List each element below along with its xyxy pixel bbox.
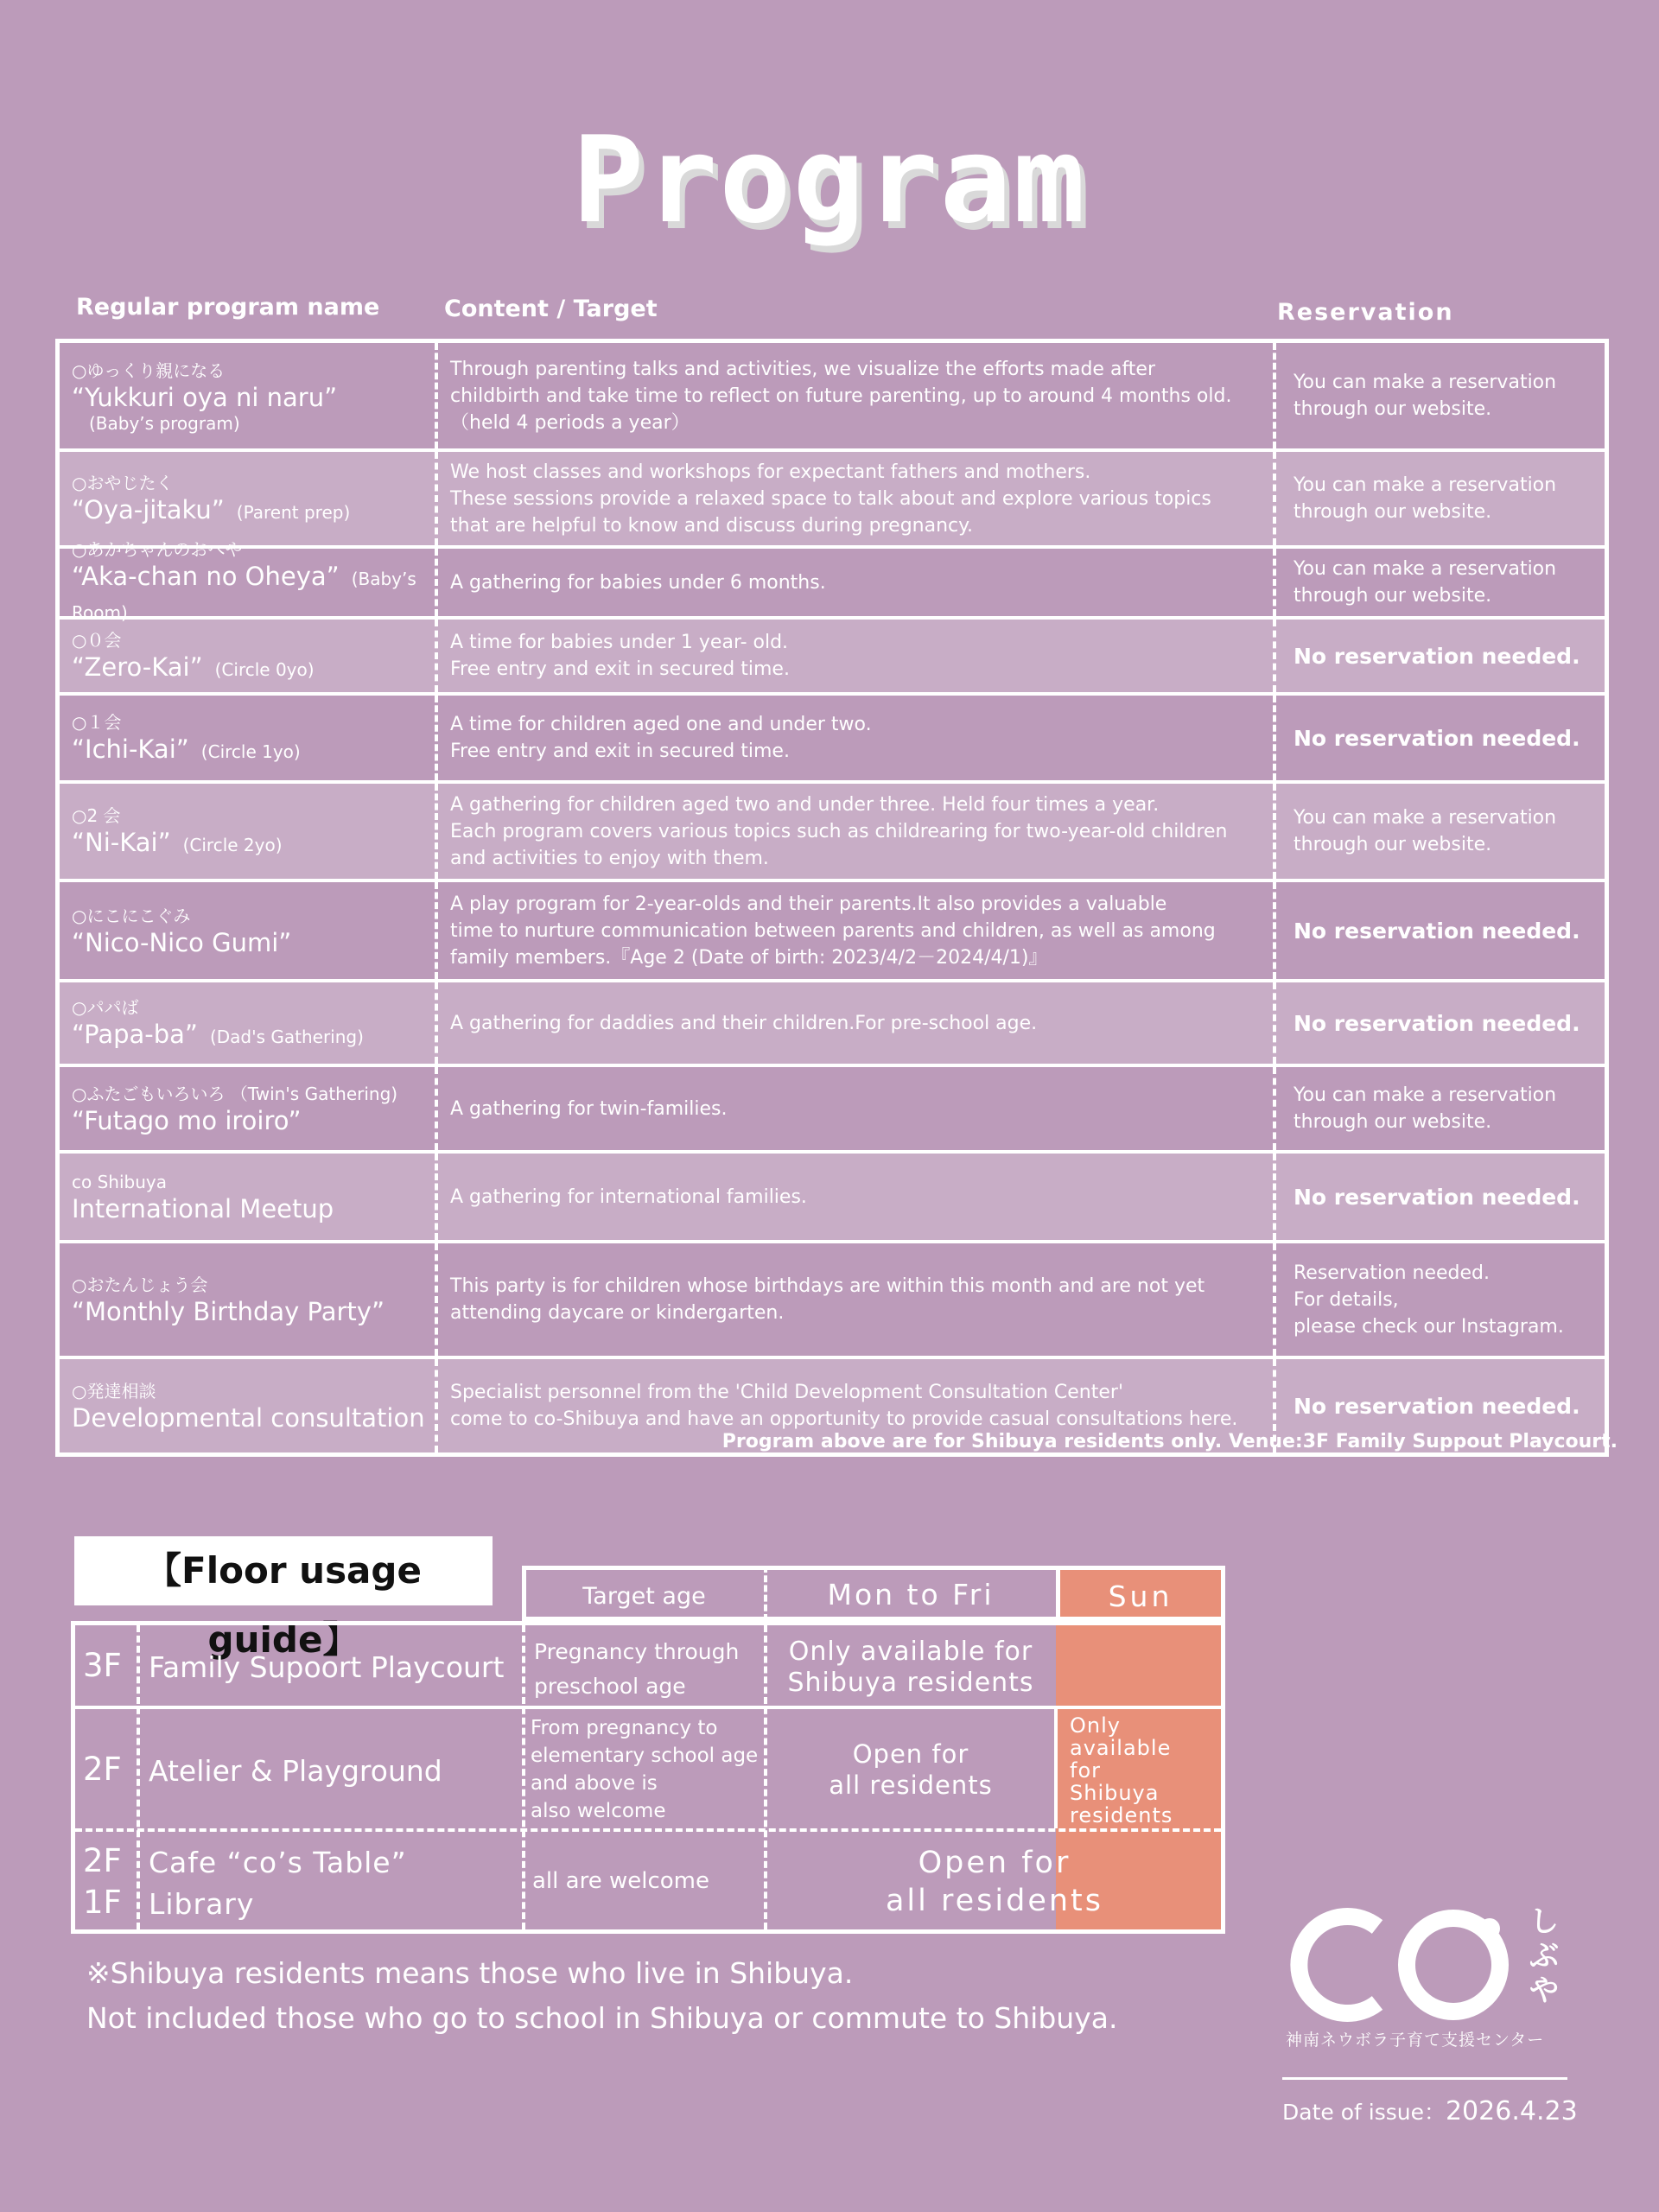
program-reservation-cell xyxy=(1276,784,1605,879)
program-reservation-line: please check our Instagram. xyxy=(1294,1315,1564,1338)
program-name-sub: (Baby’s program) xyxy=(89,413,240,434)
program-content-line: Free entry and exit in secured time. xyxy=(450,658,790,680)
fg-floor-2f: 2F xyxy=(83,1751,122,1788)
program-name-jp: ○発達相談 xyxy=(72,1381,156,1402)
program-name-jp: ○１会 xyxy=(72,711,122,733)
program-name-en-note: (Parent prep) xyxy=(236,501,351,523)
program-name-jp: ○おやじたく xyxy=(72,472,174,493)
program-name-en xyxy=(72,734,426,767)
program-content-line: Free entry and exit in secured time. xyxy=(450,741,790,762)
program-reservation-line: No reservation needed. xyxy=(1294,918,1580,944)
program-reservation-line: You can make a reservation xyxy=(1294,1084,1557,1106)
fg-weekday-cafe: Open for all residents xyxy=(885,1846,1104,1918)
program-content-line: A gathering for international families. xyxy=(450,1185,807,1208)
fg-row-divider xyxy=(75,1706,1221,1709)
program-row xyxy=(60,1243,1605,1359)
program-content-line: We host classes and workshops for expectant fathers and mothers. xyxy=(450,461,1091,483)
fg-col-divider xyxy=(522,1625,525,1929)
program-reservation-line: No reservation needed. xyxy=(1294,1393,1580,1419)
program-name-en xyxy=(72,1105,426,1136)
fg-header-weekday: Mon to Fri xyxy=(827,1578,995,1611)
program-content-line: Specialist personnel from the 'Child Development Consultation Center' xyxy=(450,1382,1123,1403)
program-content-cell xyxy=(438,882,1276,979)
program-row xyxy=(60,539,1605,623)
program-row xyxy=(60,343,1605,452)
program-name-en-main: “Nico-Nico Gumi” xyxy=(72,928,292,957)
program-name-jp: ○ふたごもいろいろ （Twin's Gathering) xyxy=(72,1084,398,1104)
program-name-cell xyxy=(60,784,438,879)
program-name-en xyxy=(72,561,426,628)
program-note: Program above are for Shibuya residents only. Venue:3F Family Suppout Playcourt. xyxy=(721,1431,1618,1452)
program-reservation-cell xyxy=(1276,1243,1605,1356)
program-content-cell xyxy=(438,696,1276,780)
fg-name-2f: Atelier & Playground xyxy=(149,1754,442,1788)
program-reservation-line: No reservation needed. xyxy=(1294,1010,1580,1036)
program-name-cell xyxy=(60,343,438,448)
program-reservation-line: Reservation needed. xyxy=(1294,1262,1490,1284)
program-content-cell xyxy=(438,549,1276,616)
program-name-en-main: Developmental consultation xyxy=(72,1403,425,1433)
logo-vertical-text: し ぶ や xyxy=(1529,1904,1559,2008)
program-content-line: childbirth and take time to reflect on future parenting, up to around 4 months old. xyxy=(450,385,1232,407)
program-name-cell xyxy=(60,1359,438,1452)
program-name-en-main: “Zero-Kai” xyxy=(72,652,203,682)
program-name-en-note: (Circle 2yo) xyxy=(182,834,283,855)
program-name-jp: ○おたんじょう会 xyxy=(72,1274,208,1295)
program-content-line: A gathering for children aged two and under three. Held four times a year. xyxy=(450,793,1160,816)
co-shibuya-logo xyxy=(1282,1901,1576,2051)
program-reservation-line: through our website. xyxy=(1294,585,1492,607)
floor-guide-title: 【Floor usage guide】 xyxy=(74,1536,493,1605)
header-content-target: Content / Target xyxy=(444,296,658,322)
program-name-en-note: (Baby’s Room) xyxy=(72,569,416,623)
program-name-en xyxy=(72,827,426,861)
program-reservation-line: No reservation needed. xyxy=(1294,1184,1580,1210)
program-content-cell xyxy=(438,452,1276,545)
fg-col-divider xyxy=(137,1625,140,1929)
program-name-en-note: (Dad's Gathering) xyxy=(209,1026,364,1047)
fg-target-2f: From pregnancy to elementary school age and above is also welcome xyxy=(531,1717,759,1822)
fg-sun-2f: Only available for Shibuya residents xyxy=(1070,1713,1173,1827)
program-name-cell xyxy=(60,620,438,692)
program-reservation-cell xyxy=(1276,982,1605,1064)
program-content-line: A play program for 2-year-olds and their parents.It also provides a valuable xyxy=(450,893,1167,915)
program-reservation-line: No reservation needed. xyxy=(1294,725,1580,751)
program-reservation-cell xyxy=(1276,1067,1605,1150)
program-row xyxy=(60,452,1605,549)
program-content-line: and activities to enjoy with them. xyxy=(450,847,769,869)
fg-weekday-3f: Only available for Shibuya residents xyxy=(787,1637,1034,1698)
program-content-cell xyxy=(438,1154,1276,1240)
program-name-en-main: “Aka-chan no Oheya” xyxy=(72,562,340,591)
program-content-line: A gathering for twin-families. xyxy=(450,1097,728,1120)
program-content-line: Through parenting talks and activities, we visualize the efforts made after xyxy=(450,358,1156,380)
program-name-en-main: “Oya-jitaku” xyxy=(72,494,225,524)
program-reservation-cell xyxy=(1276,549,1605,616)
program-name-en xyxy=(72,494,426,528)
program-reservation-line: You can make a reservation xyxy=(1294,372,1557,393)
program-reservation-cell xyxy=(1276,343,1605,448)
program-reservation-line: For details, xyxy=(1294,1288,1399,1311)
header-reservation: Reservation xyxy=(1277,299,1454,326)
program-content-cell xyxy=(438,343,1276,448)
program-row xyxy=(60,1067,1605,1154)
fg-header-target: Target age xyxy=(582,1583,706,1610)
program-content-line: time to nurture communication between parents and children, as well as among xyxy=(450,919,1216,942)
program-reservation-line: through our website. xyxy=(1294,501,1492,523)
fg-target-cafe: all are welcome xyxy=(532,1868,709,1894)
program-row xyxy=(60,982,1605,1067)
program-name-cell xyxy=(60,696,438,780)
program-content-cell xyxy=(438,982,1276,1064)
header-program-name: Regular program name xyxy=(76,294,380,321)
program-content-line: Each program covers various topics such as childrearing for two-year-old children xyxy=(450,820,1228,842)
program-name-cell xyxy=(60,982,438,1064)
program-name-cell xyxy=(60,1243,438,1356)
fg-row-divider xyxy=(75,1828,1221,1832)
program-table xyxy=(55,339,1609,1457)
program-name-en xyxy=(72,927,426,958)
program-reservation-line: through our website. xyxy=(1294,398,1492,420)
program-name-en-main: “Ichi-Kai” xyxy=(72,734,189,764)
program-name-cell xyxy=(60,1067,438,1150)
program-reservation-cell xyxy=(1276,1154,1605,1240)
program-name-en xyxy=(72,1296,426,1327)
program-reservation-cell xyxy=(1276,452,1605,545)
program-name-en-main: International Meetup xyxy=(72,1194,334,1224)
program-row xyxy=(60,620,1605,696)
program-name-cell xyxy=(60,1154,438,1240)
program-name-en xyxy=(72,652,426,685)
fg-name-cafe-library: Cafe “co’s Table” Library xyxy=(149,1846,407,1921)
program-content-line: A gathering for daddies and their children.For pre-school age. xyxy=(450,1012,1038,1034)
program-name-en-note: (Circle 0yo) xyxy=(214,658,315,680)
program-row xyxy=(60,882,1605,982)
program-reservation-line: You can make a reservation xyxy=(1294,807,1557,829)
program-reservation-line: through our website. xyxy=(1294,1111,1492,1133)
program-content-line: A time for babies under 1 year- old. xyxy=(450,632,789,653)
program-reservation-line: through our website. xyxy=(1294,834,1492,855)
program-content-line: family members.『Age 2 (Date of birth: 2023/4/2－2024/4/1)』 xyxy=(450,946,1048,969)
logo-divider xyxy=(1282,2077,1567,2080)
logo-subtitle: 神南ネウボラ子育て支援センター xyxy=(1286,2031,1545,2050)
program-name-cell xyxy=(60,882,438,979)
program-name-en xyxy=(72,1193,426,1224)
program-content-line: （held 4 periods a year） xyxy=(450,411,690,434)
program-reservation-cell xyxy=(1276,696,1605,780)
program-content-cell xyxy=(438,1067,1276,1150)
program-content-line: come to co-Shibuya and have an opportunity to provide casual consultations here. xyxy=(450,1408,1238,1430)
page-title: Program xyxy=(572,111,1087,250)
footnote: ※Shibuya residents means those who live in Shibuya. Not included those who go to school in Shibuya or commute to Shibuya. xyxy=(86,1956,1118,2035)
program-reservation-line: You can make a reservation xyxy=(1294,558,1557,580)
program-name-en-note: (Circle 1yo) xyxy=(200,741,301,762)
program-name-jp: co Shibuya xyxy=(72,1172,167,1192)
fg-floor-2f-1f: 2F 1F xyxy=(83,1842,122,1921)
program-name-en xyxy=(72,1402,426,1433)
program-content-line: This party is for children whose birthdays are within this month and are not yet xyxy=(450,1275,1205,1297)
program-name-jp: ○2 会 xyxy=(72,804,121,826)
program-name-en-main: “Papa-ba” xyxy=(72,1019,198,1049)
program-name-jp: ○ゆっくり親になる xyxy=(72,360,226,381)
program-content-cell xyxy=(438,620,1276,692)
program-name-en xyxy=(72,382,426,413)
program-reservation-cell xyxy=(1276,620,1605,692)
program-name-en-main: “Futago mo iroiro” xyxy=(72,1106,302,1135)
program-name-jp: ○パパば xyxy=(72,996,139,1018)
fg-header-sun: Sun xyxy=(1108,1580,1173,1613)
program-row xyxy=(60,784,1605,882)
issue-date: Date of issue：2026.4.23 xyxy=(1282,2096,1578,2126)
program-content-cell xyxy=(438,784,1276,879)
program-name-en-main: “Yukkuri oya ni naru” xyxy=(72,383,338,412)
program-name-en-main: “Ni-Kai” xyxy=(72,827,171,857)
program-content-line: A time for children aged one and under two. xyxy=(450,714,872,735)
program-name-jp: ○０会 xyxy=(72,629,122,651)
program-name-cell xyxy=(60,452,438,545)
program-name-cell xyxy=(60,539,438,623)
fg-name-3f: Family Supoort Playcourt xyxy=(149,1650,505,1684)
fg-target-3f: Pregnancy through preschool age xyxy=(534,1639,740,1699)
program-content-line: that are helpful to know and discuss during pregnancy. xyxy=(450,514,974,537)
program-name-en xyxy=(72,1019,426,1052)
program-reservation-cell xyxy=(1276,882,1605,979)
program-content-line: These sessions provide a relaxed space to talk about and explore various topics xyxy=(450,487,1211,510)
program-content-line: A gathering for babies under 6 months. xyxy=(450,571,826,594)
program-name-jp: ○あかちゃんのおへや xyxy=(72,539,243,560)
program-content-cell xyxy=(438,1243,1276,1356)
program-reservation-line: You can make a reservation xyxy=(1294,474,1557,496)
program-content-line: attending daycare or kindergarten. xyxy=(450,1302,785,1324)
program-row xyxy=(60,1154,1605,1243)
program-name-jp: ○にこにこぐみ xyxy=(72,906,191,926)
fg-weekday-2f: Open for all residents xyxy=(829,1739,993,1800)
program-name-en-main: “Monthly Birthday Party” xyxy=(72,1297,385,1326)
program-row xyxy=(60,696,1605,784)
fg-floor-3f: 3F xyxy=(83,1647,122,1684)
program-reservation-line: No reservation needed. xyxy=(1294,643,1580,669)
